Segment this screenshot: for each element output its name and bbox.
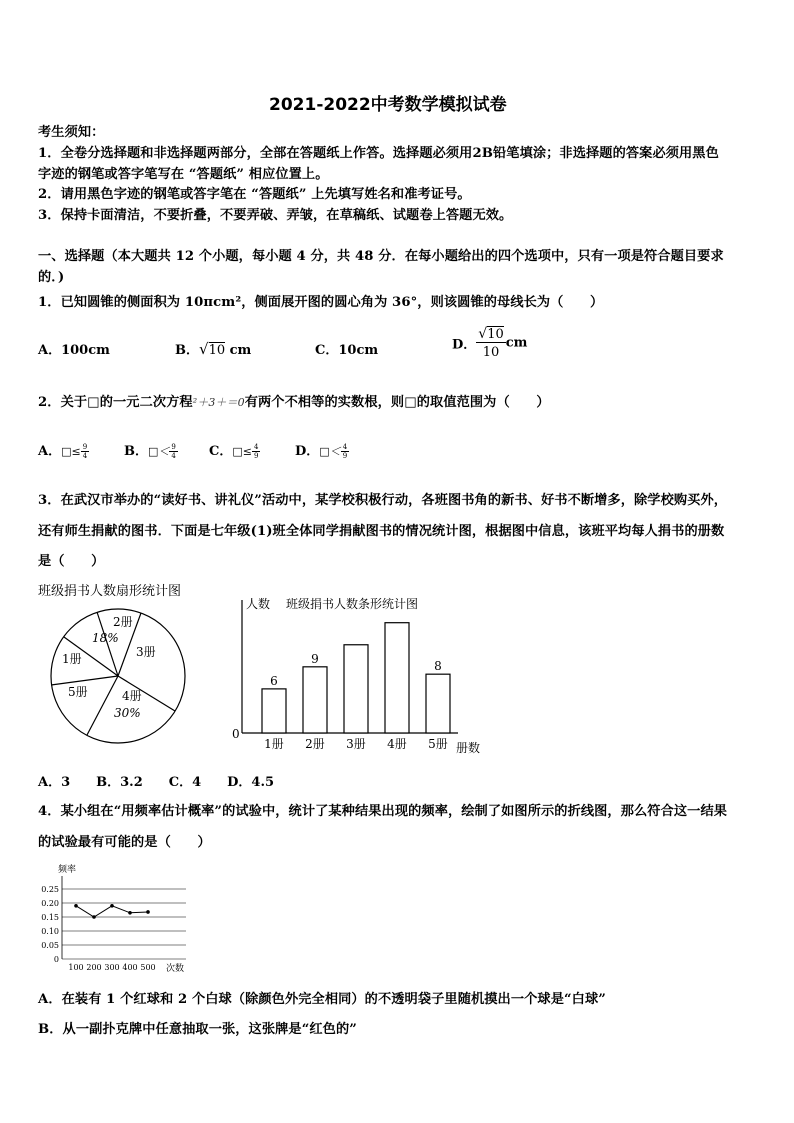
sqrt-symbol: √10: [199, 340, 226, 358]
q2-option-b: B．□＜ $\frac{9}{4}$: [124, 443, 176, 460]
pie-divider: [51, 676, 118, 685]
notice-item-1-cont: 字迹的钢笔或答字笔写在 “答题纸” 相应位置上。: [38, 167, 329, 182]
question-4-line2: 的试验最有可能的是（ ）: [38, 835, 211, 850]
bar-category-label: 5册: [428, 737, 448, 751]
bar: [426, 674, 450, 733]
bar-xlabel: 册数: [456, 741, 481, 755]
bar-value-label: 9: [311, 651, 319, 666]
pie-chart-title: 班级捐书人数扇形统计图: [38, 584, 182, 599]
line-ytick-label: 0.20: [41, 899, 59, 908]
line-xlabel: 次数: [166, 964, 185, 974]
bar-ylabel: 人数: [246, 597, 271, 611]
q1-option-a: A．100cm: [38, 343, 110, 358]
pie-label-2: 2册: [113, 615, 133, 629]
pie-pct-2: 18%: [92, 631, 119, 645]
question-2-stem: 2．关于□的一元二次方程²＋3＋＝0有两个不相等的实数根，则□的取值范围为（ ）: [38, 395, 550, 410]
line-ytick-label: 0.15: [41, 913, 59, 922]
notice-item-3: 3．保持卡面清洁，不要折叠，不要弄破、弄皱，在草稿纸、试题卷上答题无效。: [38, 208, 513, 223]
question-3-line1: 3．在武汉市举办的“读好书、讲礼仪”活动中，某学校积极行动，各班图书角的新书、好书不断增多，除学校购买外，: [38, 493, 728, 508]
q1-option-b: B．√10 cm: [175, 340, 252, 358]
line-ytick-label: 0.05: [41, 941, 59, 950]
bar-category-label: 4册: [387, 737, 407, 751]
bar-category-label: 2册: [305, 737, 325, 751]
line-ytick-label: 0.10: [41, 927, 59, 936]
notice-item-2: 2．请用黑色字迹的钢笔或答字笔在 “答题纸” 上先填写姓名和准考证号。: [38, 187, 471, 202]
q4-option-a: A．在装有 1 个红球和 2 个白球（除颜色外完全相同）的不透明袋子里随机摸出一个球是“白球”: [38, 992, 606, 1007]
line-xtick-label: 400: [122, 963, 138, 972]
notice-item-1: 1．全卷分选择题和非选择题两部分，全部在答题纸上作答。选择题必须用2B铅笔填涂；非选择题的答案必须用黑色: [38, 146, 719, 161]
bar-value-label: 6: [270, 673, 278, 688]
bar-category-label: 1册: [264, 737, 284, 751]
question-3-line2: 还有师生捐献的图书．下面是七年级(1)班全体同学捐献图书的情况统计图，根据图中信息，该班平均每人捐书的册数: [38, 524, 725, 539]
line-ylabel: 频率: [58, 865, 77, 875]
pie-label-3: 3册: [136, 645, 156, 659]
pie-label-5: 5册: [68, 685, 88, 699]
question-4-line1: 4．某小组在“用频率估计概率”的试验中，统计了某种结果出现的频率，绘制了如图所示的折线图，那么符合这一结果: [38, 804, 728, 819]
q2-option-c: C．□≤ $\frac{4}{9}$: [209, 443, 259, 460]
bar-value-label: 8: [434, 659, 442, 674]
page-title: 2021-2022中考数学模拟试卷: [269, 95, 507, 115]
line-ytick-label: 0.25: [41, 885, 59, 894]
question-3-line3: 是（ ）: [38, 554, 105, 569]
bar: [385, 623, 409, 733]
line-ytick-label: 0: [53, 955, 59, 964]
q2-option-a: A．□≤ $\frac{9}{4}$: [38, 443, 88, 460]
line-point: [128, 911, 132, 915]
q2-option-d: D．□＜ $\frac{4}{9}$: [295, 443, 348, 460]
bar-title: 班级捐书人数条形统计图: [286, 597, 419, 611]
line-point: [110, 904, 114, 908]
bar-category-label: 3册: [346, 737, 366, 751]
line-xtick-label: 500: [140, 963, 156, 972]
section-heading-cont: 的．): [38, 270, 65, 285]
notice-heading: 考生须知：: [38, 125, 105, 140]
q4-option-b: B．从一副扑克牌中任意抽取一张，这张牌是“红色的”: [38, 1022, 357, 1037]
line-xtick-label: 100: [68, 963, 84, 972]
bar-chart: [228, 590, 498, 760]
line-point: [146, 910, 150, 914]
pie-pct-4: 30%: [114, 706, 141, 720]
bar: [262, 689, 286, 733]
line-point: [74, 904, 78, 908]
q3-options: A．3 B．3.2 C．4 D．4.5: [38, 775, 275, 790]
line-chart: [38, 858, 198, 976]
bar: [344, 645, 368, 733]
pie-label-1: 1册: [62, 652, 82, 666]
line-point: [92, 915, 96, 919]
section-heading: 一、选择题（本大题共 12 个小题，每小题 4 分，共 48 分．在每小题给出的四个选项中，只有一项是符合题目要求: [38, 249, 724, 264]
q1-option-d: D． $\frac{√10}{10}$ cm: [452, 326, 528, 360]
line-xtick-label: 200: [86, 963, 102, 972]
q1-option-c: C．10cm: [315, 343, 379, 358]
line-xtick-label: 300: [104, 963, 120, 972]
question-1-stem: 1．已知圆锥的侧面积为 10πcm²，侧面展开图的圆心角为 36°，则该圆锥的母线长为（ ）: [38, 295, 604, 310]
bar-origin: 0: [232, 727, 240, 741]
pie-chart: [40, 600, 200, 750]
pie-label-4: 4册: [122, 689, 142, 703]
bar: [303, 667, 327, 733]
